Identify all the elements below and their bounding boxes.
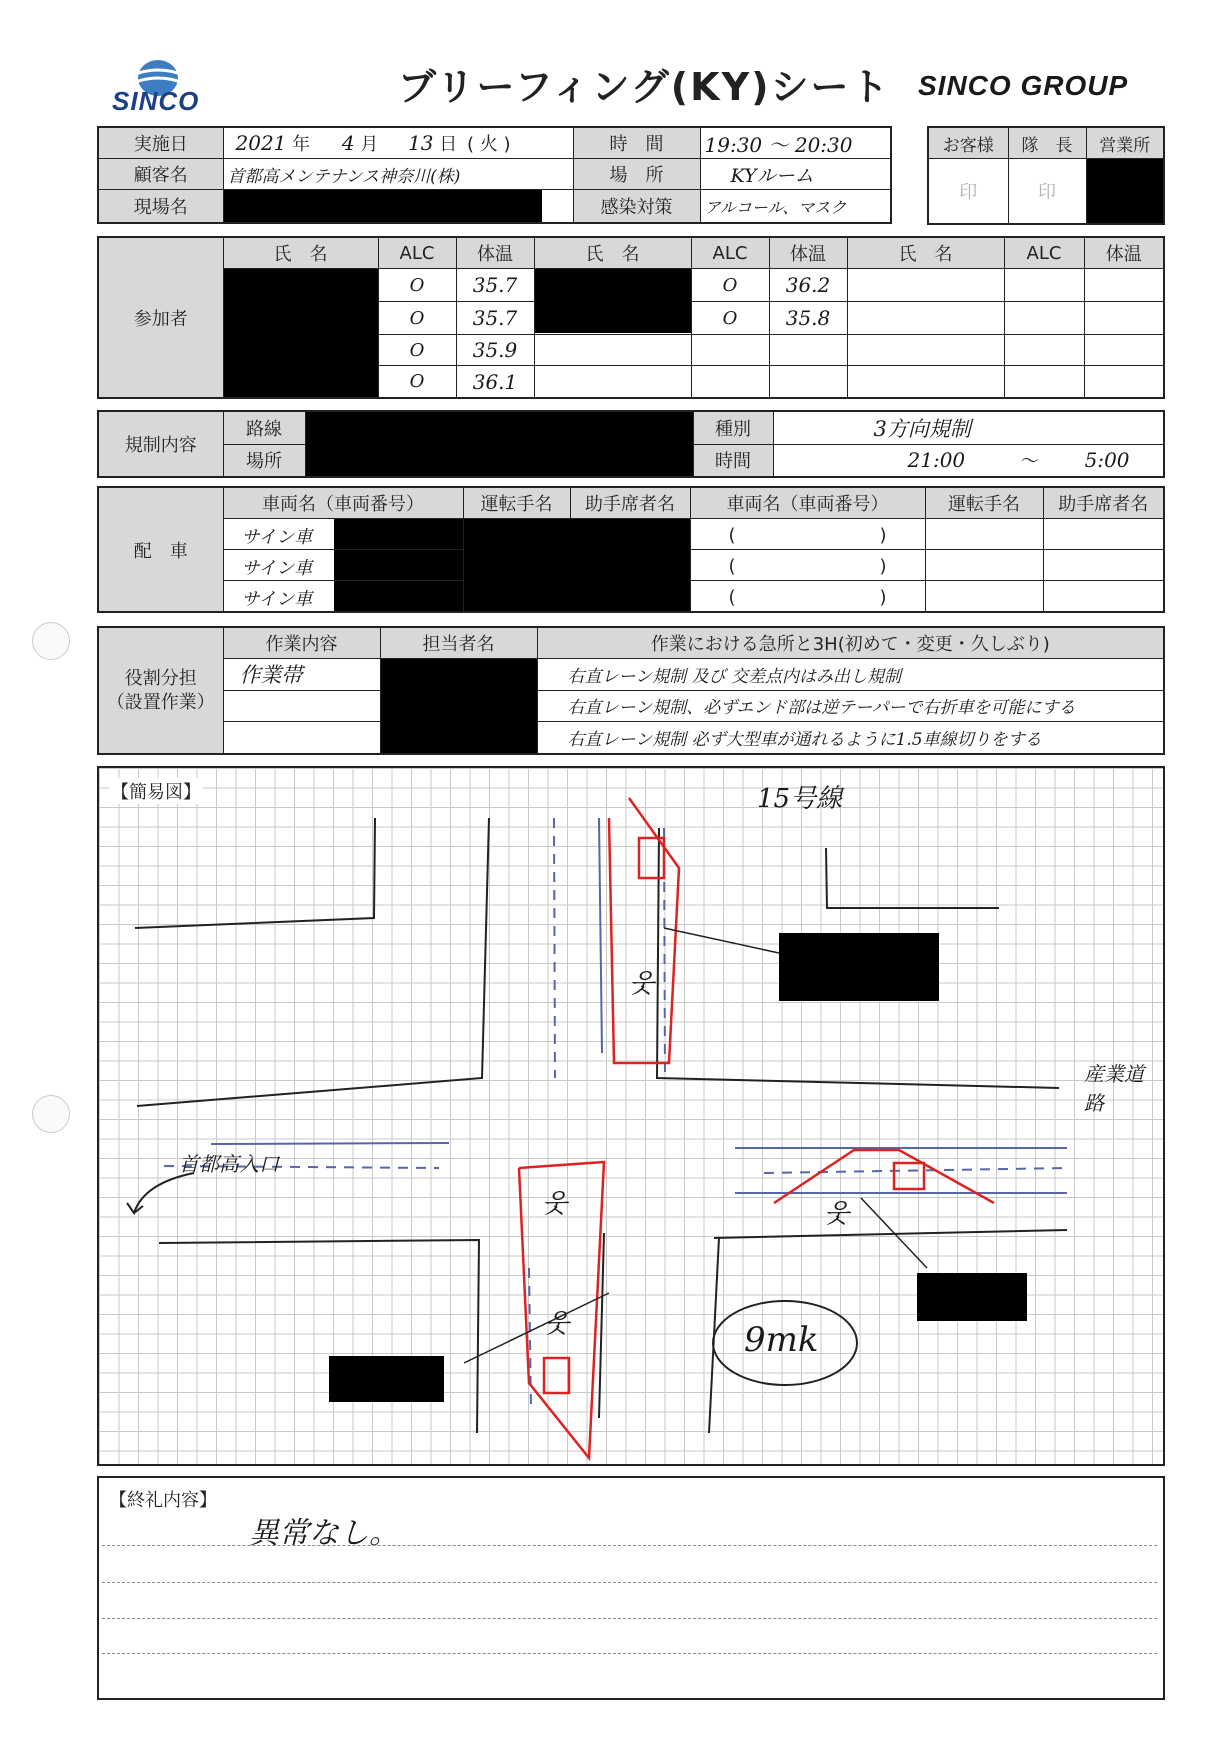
vehicles-label: 配 車 xyxy=(98,487,223,612)
participant-temp: 35.9 xyxy=(456,335,534,366)
empty-cell xyxy=(1084,366,1164,398)
empty-cell xyxy=(1004,302,1084,335)
vehicle-row xyxy=(223,550,463,581)
participant-temp: 35.7 xyxy=(456,302,534,335)
road-east-label: 産業道路 xyxy=(1084,1062,1144,1115)
reg-time-value xyxy=(773,444,1164,477)
names-2-redacted xyxy=(534,269,691,335)
closing-box xyxy=(97,1476,1165,1700)
distance-label: 9mk xyxy=(744,1320,819,1360)
customer-stamp: 印 xyxy=(928,159,1008,225)
binder-hole xyxy=(32,622,70,660)
date-dow: ( 火 ) xyxy=(467,134,511,155)
col-hazard: 作業における急所と3H(初めて・変更・久しぶり) xyxy=(537,627,1164,659)
empty-cell xyxy=(925,550,1043,581)
company-logo xyxy=(108,56,208,116)
info-table xyxy=(97,126,892,224)
col-driver-2: 運転手名 xyxy=(925,487,1043,519)
roles-label-line2: （設置作業） xyxy=(106,691,215,713)
empty-cell xyxy=(769,335,847,366)
worker-figure-icon: 웃 xyxy=(542,1189,568,1219)
route-place-redacted xyxy=(305,411,693,477)
reg-time-sep: 〜 xyxy=(1020,451,1039,473)
empty-cell xyxy=(847,302,1004,335)
hazard-line: 右直レーン規制 及び 交差点内はみ出し規制 xyxy=(537,659,1164,691)
person-redacted xyxy=(380,659,537,755)
ruled-line xyxy=(102,1582,1157,1583)
date-field xyxy=(223,127,573,159)
worker-figure-icon: 웃 xyxy=(629,969,655,999)
date-day-unit: 日 xyxy=(439,134,458,155)
place-label: 場 所 xyxy=(573,159,700,190)
empty-cell xyxy=(1043,550,1164,581)
date-label: 実施日 xyxy=(98,127,223,159)
ruled-line xyxy=(102,1545,1157,1546)
col-temp-1: 体温 xyxy=(456,237,534,269)
site-value-redacted xyxy=(223,190,573,224)
approval-table xyxy=(927,126,1165,225)
col-person: 担当者名 xyxy=(380,627,537,659)
vehicle-crew-redacted xyxy=(463,519,690,613)
worker-figure-icon: 웃 xyxy=(824,1199,850,1229)
empty-cell xyxy=(847,269,1004,302)
approval-customer-label: お客様 xyxy=(928,127,1008,159)
approval-leader-label: 隊 長 xyxy=(1008,127,1086,159)
col-vehicle-2: 車両名（車両番号） xyxy=(690,487,925,519)
participant-temp: 35.7 xyxy=(456,269,534,302)
participant-alc: O xyxy=(691,302,769,335)
empty-cell xyxy=(691,366,769,398)
empty-cell xyxy=(691,335,769,366)
vehicle-paren: ( ) xyxy=(690,550,925,581)
roles-table xyxy=(97,626,1165,755)
participant-alc: O xyxy=(378,302,456,335)
participant-alc: O xyxy=(378,269,456,302)
empty-cell xyxy=(1004,335,1084,366)
vehicle-paren: ( ) xyxy=(690,519,925,550)
infection-label: 感染対策 xyxy=(573,190,700,224)
col-name-2: 氏 名 xyxy=(534,237,691,269)
infection-value: アルコール、マスク xyxy=(700,190,891,224)
reg-time-end: 5:00 xyxy=(1084,448,1130,473)
participant-temp: 35.8 xyxy=(769,302,847,335)
ramp-arrow-icon xyxy=(127,1173,194,1213)
participant-temp: 36.2 xyxy=(769,269,847,302)
roles-label xyxy=(98,627,223,754)
col-vehicle-1: 車両名（車両番号） xyxy=(223,487,463,519)
redacted-label xyxy=(779,933,939,1001)
empty-cell xyxy=(925,581,1043,613)
empty-cell xyxy=(925,519,1043,550)
binder-hole xyxy=(32,1095,70,1133)
type-value: 3方向規制 xyxy=(773,411,1164,444)
col-assistant-1: 助手席者名 xyxy=(570,487,690,519)
col-assistant-2: 助手席者名 xyxy=(1043,487,1164,519)
client-label: 顧客名 xyxy=(98,159,223,190)
col-alc-1: ALC xyxy=(378,237,456,269)
reg-time-label: 時間 xyxy=(693,444,773,477)
redacted-label xyxy=(917,1273,1027,1321)
client-value: 首都高メンテナンス神奈川(株) xyxy=(223,159,573,190)
ruled-line xyxy=(102,1653,1157,1654)
date-year-unit: 年 xyxy=(292,134,311,155)
page-title: ブリーフィング(KY)シート xyxy=(398,65,891,109)
vehicle-name: サイン車 xyxy=(241,589,313,610)
type-label: 種別 xyxy=(693,411,773,444)
col-temp-2: 体温 xyxy=(769,237,847,269)
col-name-1: 氏 名 xyxy=(223,237,378,269)
empty-cell xyxy=(1084,269,1164,302)
approval-office-label: 営業所 xyxy=(1086,127,1164,159)
office-stamp-redacted xyxy=(1086,159,1164,225)
empty-cell xyxy=(1004,366,1084,398)
date-day: 13 xyxy=(408,131,434,155)
participant-alc: O xyxy=(378,366,456,398)
empty-cell xyxy=(1084,335,1164,366)
empty-cell xyxy=(847,335,1004,366)
col-temp-3: 体温 xyxy=(1084,237,1164,269)
empty-cell xyxy=(1043,519,1164,550)
empty-cell xyxy=(534,366,691,398)
roles-label-line1: 役割分担 xyxy=(124,667,197,689)
diagram-box xyxy=(97,766,1165,1466)
time-label: 時 間 xyxy=(573,127,700,159)
vehicles-table xyxy=(97,486,1165,613)
route-label: 路線 xyxy=(223,411,305,444)
empty-cell xyxy=(1043,581,1164,613)
empty-cell xyxy=(223,722,380,754)
col-alc-3: ALC xyxy=(1004,237,1084,269)
group-logo: SINCO GROUP xyxy=(918,70,1129,101)
vehicle-name: サイン車 xyxy=(241,558,313,579)
vehicle-row xyxy=(223,581,463,613)
vehicle-paren: ( ) xyxy=(690,581,925,613)
col-name-3: 氏 名 xyxy=(847,237,1004,269)
closing-value: 異常なし。 xyxy=(249,1516,399,1551)
empty-cell xyxy=(1004,269,1084,302)
hazard-line: 右直レーン規制、必ずエンド部は逆テーパーで右折車を可能にする xyxy=(537,690,1164,722)
date-month-unit: 月 xyxy=(360,134,379,155)
closing-label: 【終礼内容】 xyxy=(109,1490,217,1511)
place-label: 場所 xyxy=(223,444,305,477)
col-work: 作業内容 xyxy=(223,627,380,659)
place-value: KYルーム xyxy=(700,159,891,190)
work-value: 作業帯 xyxy=(223,659,380,691)
time-value: 19:30 〜 20:30 xyxy=(700,127,891,159)
site-label: 現場名 xyxy=(98,190,223,224)
col-alc-2: ALC xyxy=(691,237,769,269)
road-north-label: 15号線 xyxy=(757,784,843,814)
participant-temp: 36.1 xyxy=(456,366,534,398)
logo-text: SINCO xyxy=(112,86,200,116)
date-year: 2021 xyxy=(235,131,287,155)
empty-cell xyxy=(847,366,1004,398)
redacted-label xyxy=(329,1356,444,1402)
ramp-label: 首都高入口 xyxy=(179,1152,279,1176)
vehicle-row xyxy=(223,519,463,550)
participants-table xyxy=(97,236,1165,399)
regulation-table xyxy=(97,410,1165,478)
regulation-label: 規制内容 xyxy=(98,411,223,477)
hazard-line: 右直レーン規制 必ず大型車が通れるように1.5車線切りをする xyxy=(537,722,1164,754)
vehicle-name: サイン車 xyxy=(241,527,313,548)
date-month: 4 xyxy=(341,131,355,155)
empty-cell xyxy=(1084,302,1164,335)
empty-cell xyxy=(769,366,847,398)
diagram-label: 【簡易図】 xyxy=(109,778,203,804)
road-sketch xyxy=(99,768,1163,1464)
reg-time-start: 21:00 xyxy=(907,448,966,473)
col-driver-1: 運転手名 xyxy=(463,487,570,519)
participants-label: 参加者 xyxy=(98,237,223,398)
names-1-redacted xyxy=(223,269,378,399)
participant-alc: O xyxy=(691,269,769,302)
worker-figure-icon: 웃 xyxy=(544,1309,570,1339)
empty-cell xyxy=(534,335,691,366)
participant-alc: O xyxy=(378,335,456,366)
empty-cell xyxy=(223,690,380,722)
leader-stamp: 印 xyxy=(1008,159,1086,225)
ruled-line xyxy=(102,1618,1157,1619)
